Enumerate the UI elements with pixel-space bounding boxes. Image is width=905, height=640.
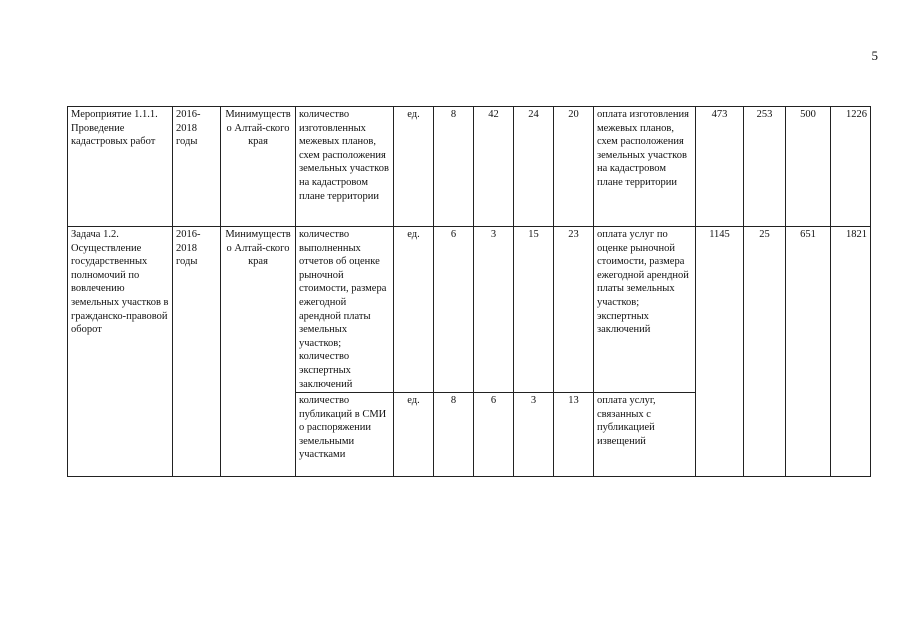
unit-cell: ед. [394,227,434,393]
expense-cell: оплата услуг по оценке рыночной стоимости, размера ежегодной арендной платы земельных участков; экспертных заключений [594,227,696,393]
finance-2018-cell: 500 [786,107,831,227]
value-2017-cell: 3 [474,227,514,393]
value-2016-cell: 8 [434,393,474,477]
program-table [67,106,871,477]
expense-cell: оплата услуг, связанных с публикацией извещений [594,393,696,477]
value-2018-cell: 24 [514,107,554,227]
period-cell: 2016-2018 годы [173,107,221,227]
finance-2016-cell: 473 [696,107,744,227]
executor-cell: Минимущество Алтай-ского края [221,227,296,477]
value-2017-cell: 42 [474,107,514,227]
indicator-cell: количество изготовленных межевых планов, схем расположения земельных участков на кадастровом плане территории [296,107,394,227]
indicator-cell: количество публикаций в СМИ о распоряжении земельными участками [296,393,394,477]
expense-cell: оплата изготовления межевых планов, схем расположения земельных участков на кадастровом плане территории [594,107,696,227]
value-2017-cell: 6 [474,393,514,477]
table-row [68,107,871,227]
value-total-cell: 20 [554,107,594,227]
finance-2016-cell: 1145 [696,227,744,477]
table-row [68,227,871,393]
finance-total-cell: 1226 [831,107,871,227]
value-2018-cell: 3 [514,393,554,477]
finance-2017-cell: 25 [744,227,786,477]
value-2018-cell: 15 [514,227,554,393]
value-2016-cell: 6 [434,227,474,393]
measure-name-cell: Мероприятие 1.1.1. Проведение кадастровых работ [68,107,173,227]
value-total-cell: 13 [554,393,594,477]
value-total-cell: 23 [554,227,594,393]
unit-cell: ед. [394,393,434,477]
unit-cell: ед. [394,107,434,227]
finance-total-cell: 1821 [831,227,871,477]
page-number: 5 [871,48,878,63]
executor-cell: Минимущество Алтай-ского края [221,107,296,227]
finance-2018-cell: 651 [786,227,831,477]
task-name-cell: Задача 1.2. Осуществление государственных полномочий по вовлечению земельных участков в гражданско-правовой оборот [68,227,173,477]
period-cell: 2016-2018 годы [173,227,221,477]
indicator-cell: количество выполненных отчетов об оценке рыночной стоимости, размера ежегодной арендной платы земельных участков; количество экспертных заключений [296,227,394,393]
value-2016-cell: 8 [434,107,474,227]
finance-2017-cell: 253 [744,107,786,227]
